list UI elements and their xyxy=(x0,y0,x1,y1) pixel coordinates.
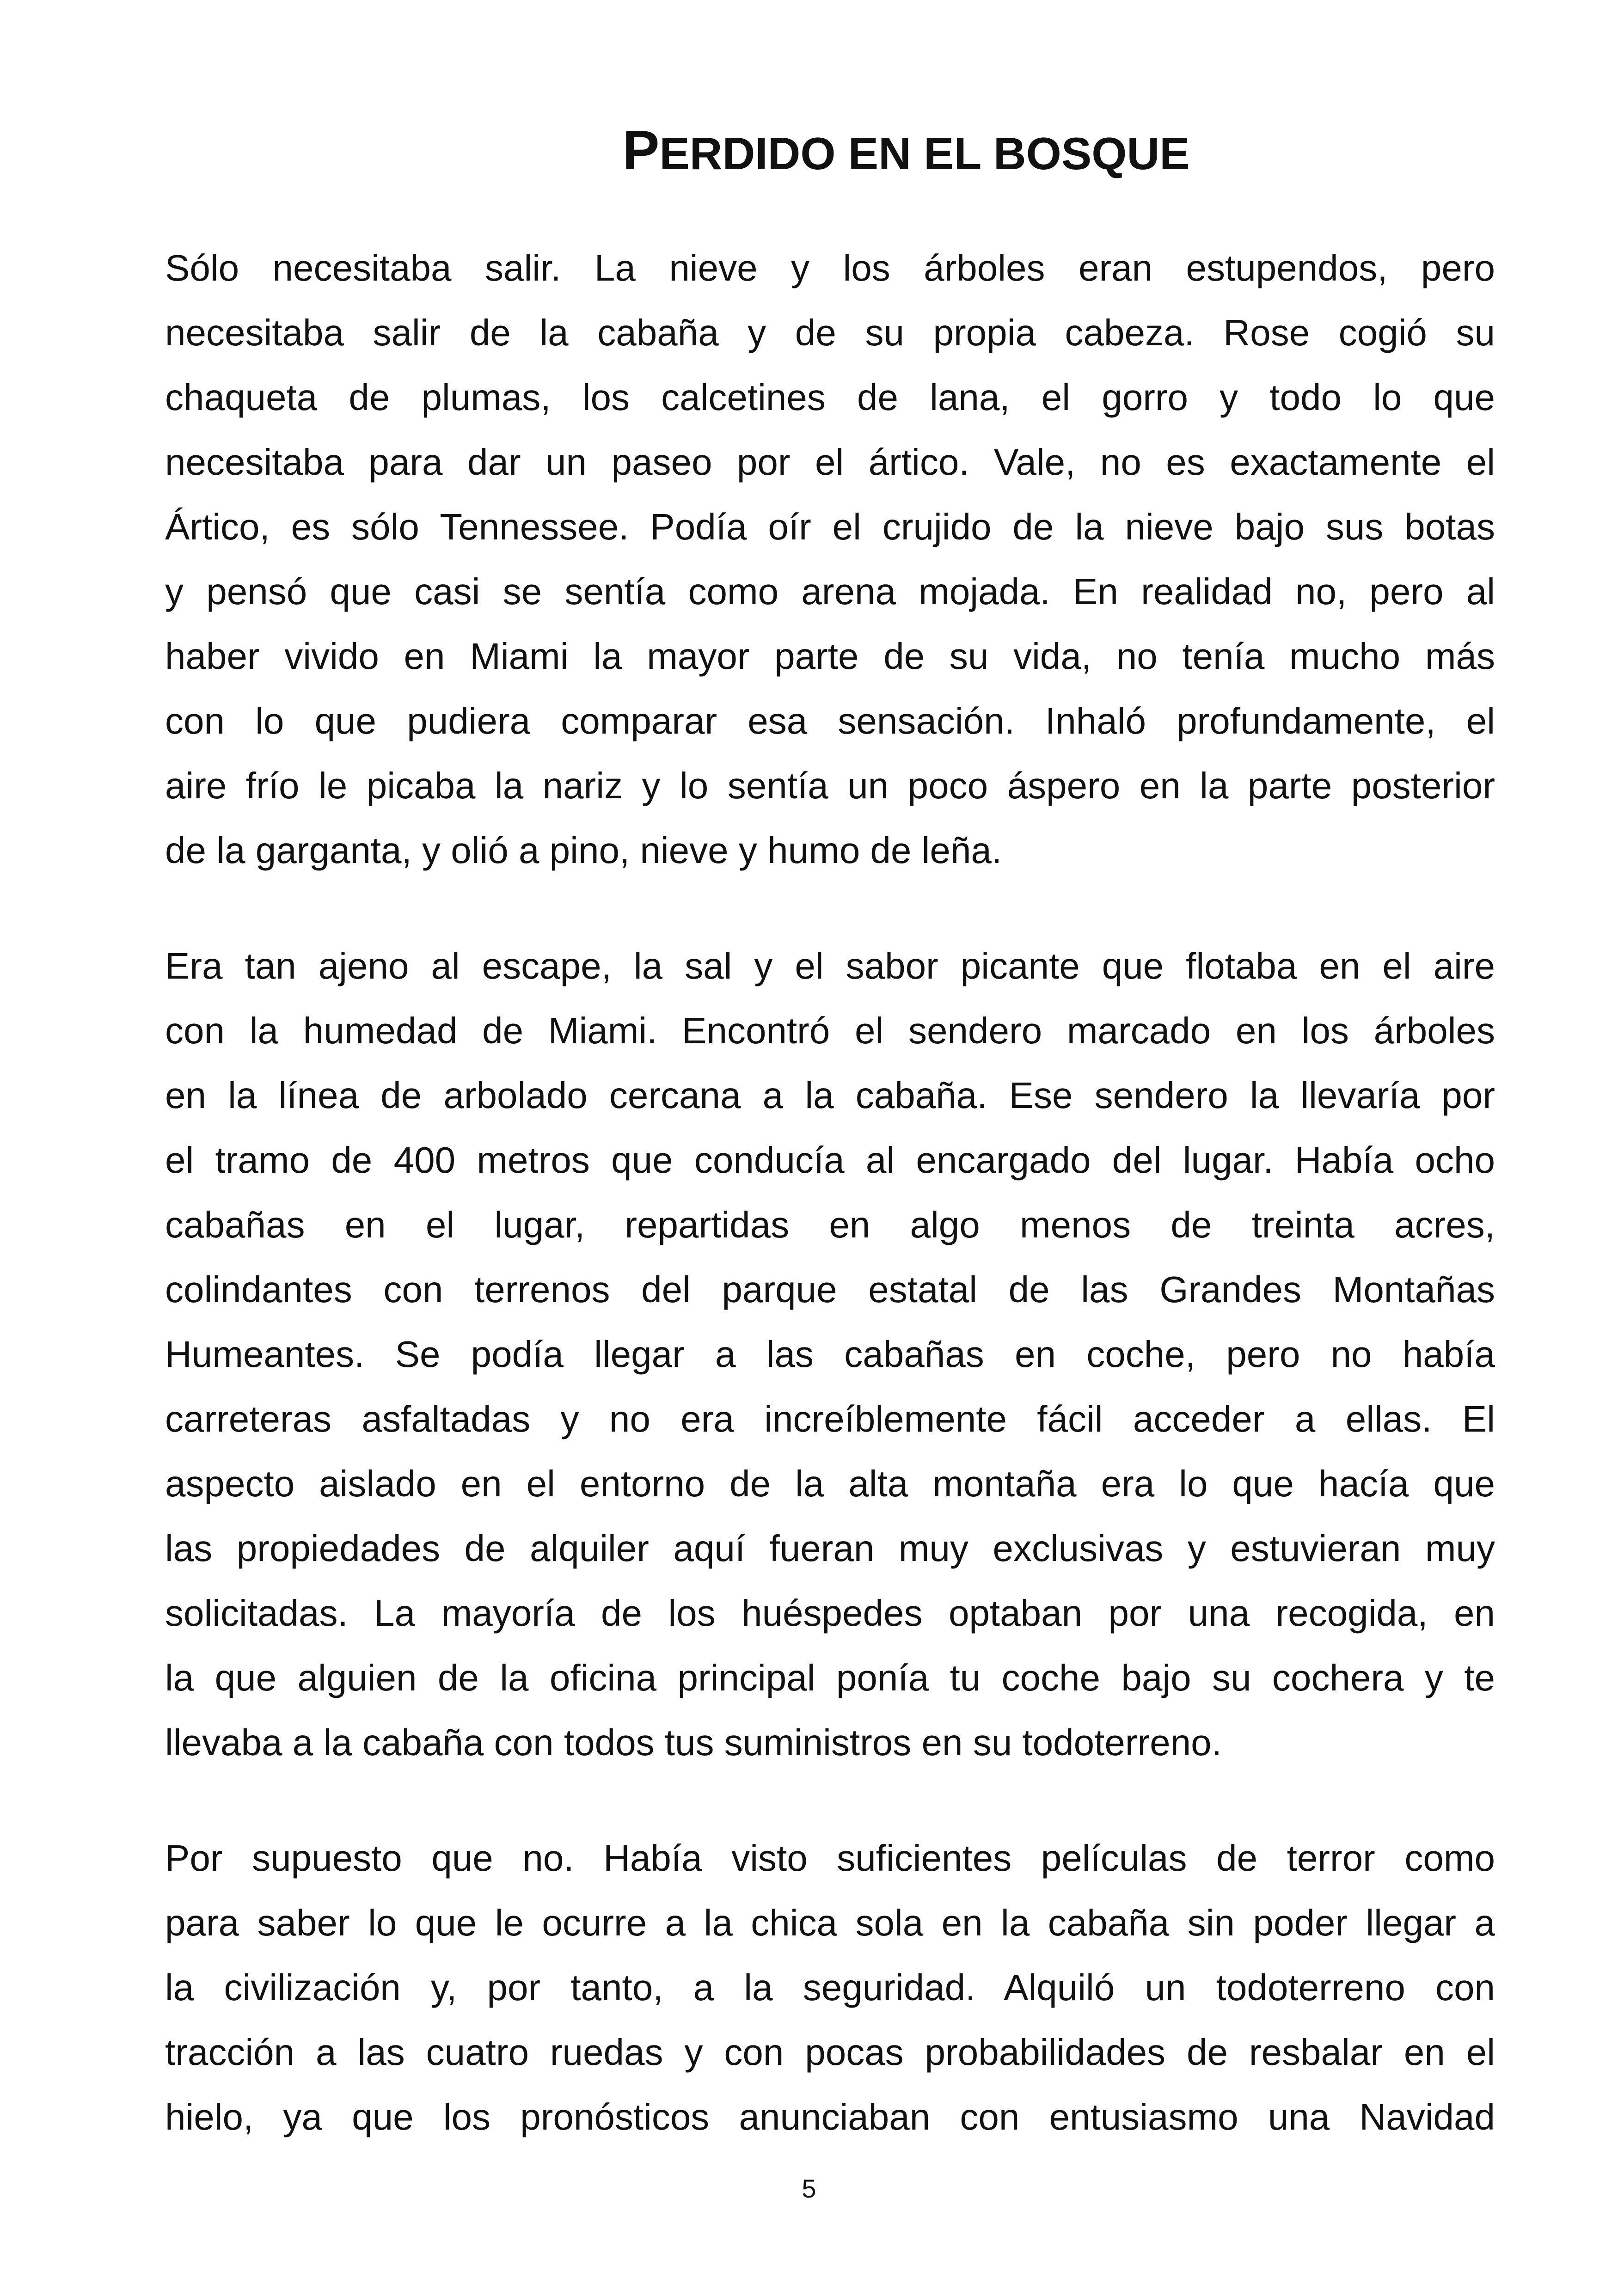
text-line: Por supuesto que no. Había visto suficientes películas de terror como xyxy=(165,1837,1495,1879)
text-line: colindantes con terrenos del parque estatal de las Grandes Montañas xyxy=(165,1269,1495,1310)
text-line: y pensó que casi se sentía como arena mojada. En realidad no, pero al xyxy=(165,571,1495,612)
text-line: necesitaba salir de la cabaña y de su propia cabeza. Rose cogió su xyxy=(165,312,1495,353)
text-line: haber vivido en Miami la mayor parte de su vida, no tenía mucho más xyxy=(165,636,1495,677)
text-line: con la humedad de Miami. Encontró el sendero marcado en los árboles xyxy=(165,1010,1495,1051)
text-line: llevaba a la cabaña con todos tus suministros en su todoterreno. xyxy=(165,1722,1222,1763)
text-line: necesitaba para dar un paseo por el ártico. Vale, no es exactamente el xyxy=(165,441,1495,483)
text-line: para saber lo que le ocurre a la chica sola en la cabaña sin poder llegar a xyxy=(165,1902,1495,1943)
text-line: aspecto aislado en el entorno de la alta montaña era lo que hacía que xyxy=(165,1463,1495,1504)
paragraph-1 xyxy=(165,236,1495,883)
text-line: Era tan ajeno al escape, la sal y el sabor picante que flotaba en el aire xyxy=(165,945,1495,986)
chapter-title-initial: P xyxy=(622,119,660,181)
text-line: Humeantes. Se podía llegar a las cabañas en coche, pero no había xyxy=(165,1334,1495,1375)
text-line: hielo, ya que los pronósticos anunciaban con entusiasmo una Navidad xyxy=(165,2096,1495,2137)
text-line: con lo que pudiera comparar esa sensación. Inhaló profundamente, el xyxy=(165,700,1495,741)
page-number: 5 xyxy=(802,2174,816,2203)
text-line: de la garganta, y olió a pino, nieve y humo de leña. xyxy=(165,830,1002,871)
paragraph-3 xyxy=(165,1826,1495,2149)
chapter-title xyxy=(166,118,1452,186)
text-line: chaqueta de plumas, los calcetines de lana, el gorro y todo lo que xyxy=(165,377,1495,418)
text-line: solicitadas. La mayoría de los huéspedes optaban por una recogida, en xyxy=(165,1592,1495,1634)
text-line: la civilización y, por tanto, a la seguridad. Alquiló un todoterreno con xyxy=(165,1967,1495,2008)
text-line: Sólo necesitaba salir. La nieve y los árboles eran estupendos, pero xyxy=(165,247,1495,288)
text-line: la que alguien de la oficina principal ponía tu coche bajo su cochera y te xyxy=(165,1657,1495,1698)
text-line: en la línea de arbolado cercana a la cabaña. Ese sendero la llevaría por xyxy=(165,1075,1495,1116)
text-line: tracción a las cuatro ruedas y con pocas probabilidades de resbalar en el xyxy=(165,2032,1495,2073)
chapter-title-rest: ERDIDO EN EL BOSQUE xyxy=(659,128,1190,179)
text-line: las propiedades de alquiler aquí fueran muy exclusivas y estuvieran muy xyxy=(165,1528,1495,1569)
text-line: aire frío le picaba la nariz y lo sentía un poco áspero en la parte posterior xyxy=(165,765,1495,806)
text-line: Ártico, es sólo Tennessee. Podía oír el crujido de la nieve bajo sus botas xyxy=(165,506,1495,547)
text-line: el tramo de 400 metros que conducía al encargado del lugar. Había ocho xyxy=(165,1139,1495,1181)
paragraph-2 xyxy=(165,934,1495,1775)
text-line: carreteras asfaltadas y no era increíblemente fácil acceder a ellas. El xyxy=(165,1398,1495,1439)
chapter-body xyxy=(165,236,1495,2200)
text-line: cabañas en el lugar, repartidas en algo menos de treinta acres, xyxy=(165,1204,1495,1245)
